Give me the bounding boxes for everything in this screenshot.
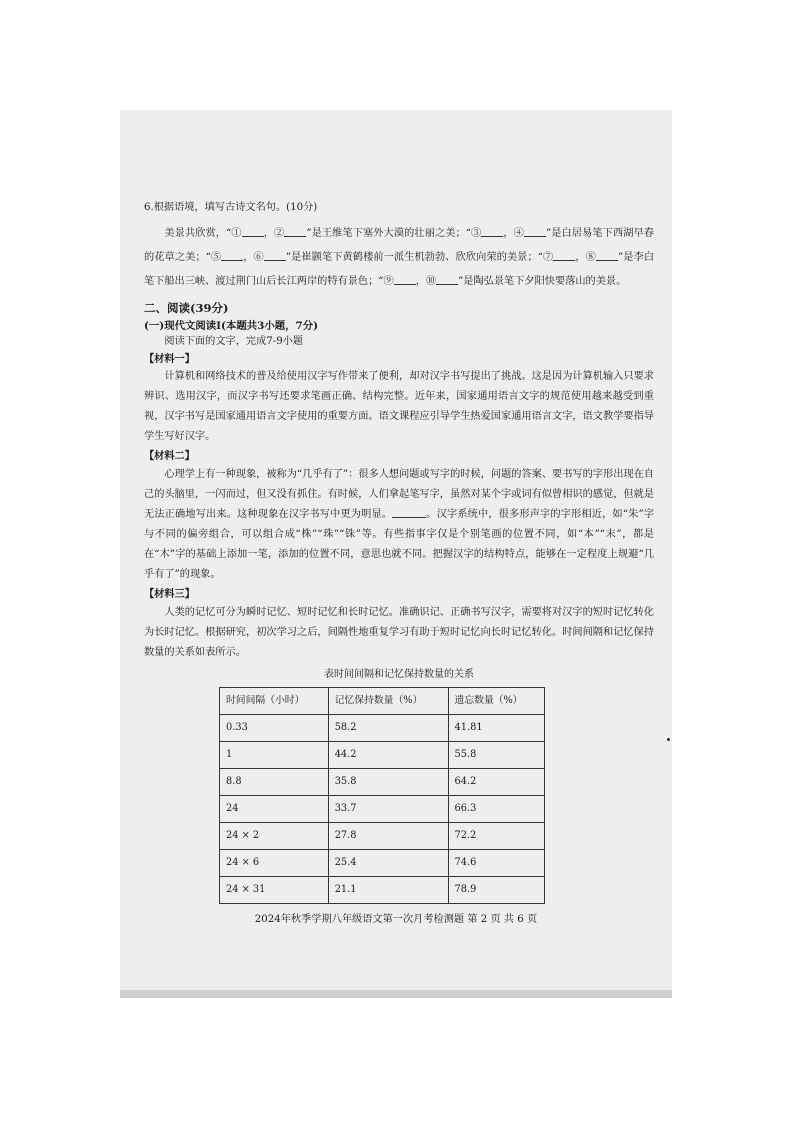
table-row	[220, 822, 545, 849]
scan-speck	[667, 738, 670, 741]
answer-blank-8[interactable]	[596, 250, 618, 261]
table-row	[220, 741, 545, 768]
answer-blank-4[interactable]	[524, 226, 546, 237]
material-3-body: 人类的记忆可分为瞬时记忆、短时记忆和长时记忆。准确识记、正确书写汉字，需要将对汉字的短时记忆转化为长时记忆。根据研究，初次学习之后，间隔性地重复学习有助于短时记忆向长时记忆转化。时间间隔和记忆保持数量的关系如表所示。	[144, 607, 654, 658]
answer-blank-9[interactable]	[394, 274, 416, 285]
q6-text: ”是崔颢笔下黄鹤楼前一派生机勃勃、欣欣向荣的美景；“⑦	[285, 251, 554, 263]
table-caption: 表时间间隔和记忆保持数量的关系	[324, 669, 474, 680]
material-1-heading: 【材料一】	[144, 352, 195, 365]
material-2-body	[144, 465, 654, 585]
table-row	[220, 768, 545, 795]
exam-page	[120, 110, 672, 996]
table-cell: 78.9	[448, 876, 545, 903]
table-cell: 66.3	[448, 795, 545, 822]
q6-text: ，⑧	[575, 251, 596, 263]
page-edge-shadow	[120, 990, 672, 998]
answer-blank-7[interactable]	[553, 250, 575, 261]
table-header-cell: 遗忘数量（%）	[448, 687, 545, 714]
table-cell: 1	[220, 741, 329, 768]
q6-text: ，⑩	[415, 275, 437, 287]
table-row	[220, 876, 545, 903]
table-cell: 74.6	[448, 849, 545, 876]
answer-blank-2[interactable]	[284, 226, 306, 237]
table-cell: 33.7	[328, 795, 448, 822]
material-3-heading: 【材料三】	[144, 588, 195, 601]
answer-blank-3[interactable]	[481, 226, 503, 237]
table-row	[220, 714, 545, 741]
answer-blank-10[interactable]	[436, 274, 458, 285]
page-footer: 2024年秋季学期八年级语文第一次月考检测题 第 2 页 共 6 页	[254, 914, 538, 925]
table-cell: 27.8	[328, 822, 448, 849]
answer-blank-6[interactable]	[264, 250, 286, 261]
q6-text: ”是李白笔下船出三峡、渡过荆门山后长江两岸的特有景色；“⑨	[144, 251, 655, 287]
q6-text: ”是白居易笔下西湖早春的花草之美；“⑤	[144, 227, 654, 263]
table-cell: 44.2	[328, 741, 448, 768]
table-cell: 64.2	[448, 768, 545, 795]
answer-blank-5[interactable]	[221, 250, 243, 261]
table-cell: 24	[220, 795, 329, 822]
material-2-heading: 【材料二】	[144, 450, 195, 463]
material-1-body: 计算机和网络技术的普及给使用汉字写作带来了便利，却对汉字书写提出了挑战。这是因为计算机输入只要求辨识、选用汉字，而汉字书写还要求笔画正确、结构完整。近年来，国家通用语言文字的规范使用越来越受到重视，汉字书写是国家通用语言文字使用的重要方面。语文课程应引导学生热爱国家通用语言文字，语文教学要指导学生写好汉字。	[144, 371, 654, 443]
table-cell: 25.4	[328, 849, 448, 876]
q6-text: ”是王维笔下塞外大漠的壮丽之美；“③	[306, 227, 482, 239]
table-header-cell: 记忆保持数量（%）	[328, 687, 448, 714]
q6-text: ”是陶弘景笔下夕阳快要落山的美景。	[458, 275, 627, 287]
table-cell: 21.1	[328, 876, 448, 903]
answer-blank-1[interactable]	[242, 226, 264, 237]
table-cell: 24 × 6	[220, 849, 329, 876]
reading-instruction: 阅读下面的文字，完成7-9小题	[164, 335, 304, 347]
memory-table	[219, 687, 545, 904]
table-header-row	[220, 687, 545, 714]
table-cell: 41.81	[448, 714, 545, 741]
table-cell: 35.8	[328, 768, 448, 795]
q6-text: ，②	[263, 227, 285, 239]
table-cell: 24 × 2	[220, 822, 329, 849]
table-header-cell: 时间间隔（小时）	[220, 687, 329, 714]
table-cell: 58.2	[328, 714, 448, 741]
section-2-title: 二、阅读(39分)	[144, 300, 229, 315]
table-cell: 72.2	[448, 822, 545, 849]
table-row	[220, 849, 545, 876]
page-content	[144, 200, 654, 904]
table-row	[220, 795, 545, 822]
q6-text: ，⑥	[243, 251, 264, 263]
material-2-text: 。汉字系统中，很多形声字的字形相近，如“朱”字与不同的偏旁组合，可以组合成“株”“珠”“铢”等。有些指事字仅是个别笔画的位置不同，如“本”“末”，都是在“木”字的基础上添加一笔，添加的位置不同，意思也就不同。把握汉字的结构特点，能够在一定程度上规避“几乎有了”的现象。	[144, 509, 655, 581]
table-cell: 55.8	[448, 741, 545, 768]
q6-text: 美景共欣赏，“①	[164, 227, 242, 239]
material-2-blank[interactable]	[392, 507, 426, 518]
table-cell: 8.8	[220, 768, 329, 795]
q6-text: ，④	[503, 227, 524, 239]
material-2-text: 心理学上有一种现象，被称为“几乎有了”：很多人想问题或写字的时候，问题的答案、要书写的字形出现在自己的头脑里，一闪而过，但又没有抓住。有时候，人们拿起笔写字，虽然对某个字或词有似曾相识的感觉，但就是无法正确地写出来。这种现象在汉字书写中更为明显。	[144, 469, 654, 521]
question-6-body	[144, 222, 654, 294]
table-cell: 0.33	[220, 714, 329, 741]
subsection-title: (一)现代文阅读Ⅰ(本题共3小题，7分)	[144, 319, 319, 332]
table-cell: 24 × 31	[220, 876, 329, 903]
question-6-title: 6.根据语境，填写古诗文名句。(10分)	[144, 202, 318, 213]
